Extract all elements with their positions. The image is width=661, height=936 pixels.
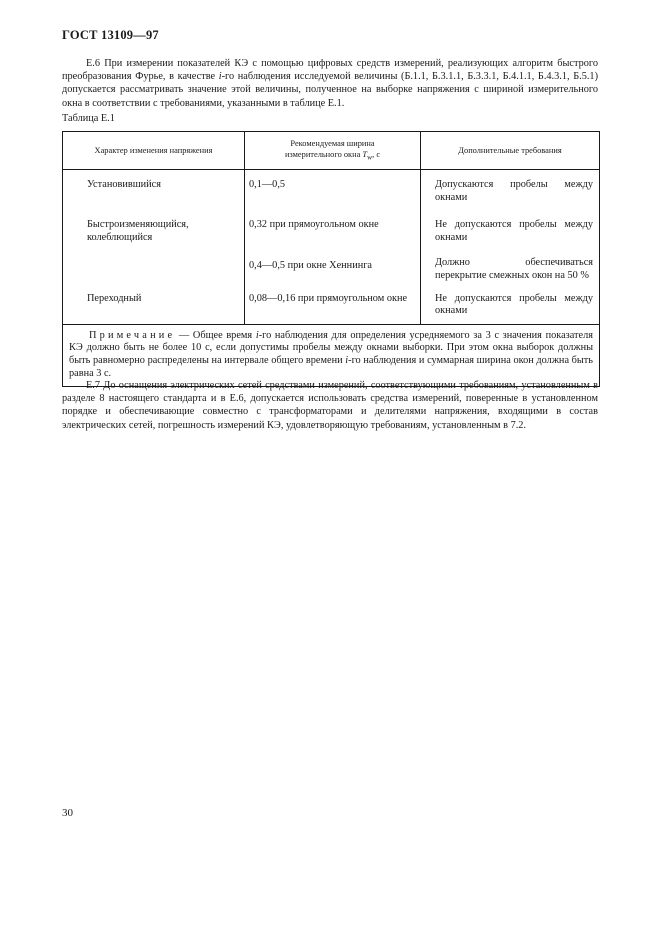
table-row bbox=[63, 283, 600, 325]
cell-requirement bbox=[421, 204, 600, 282]
cell-character: Установившийся bbox=[63, 170, 245, 205]
note-text-part1: -го наблюдения для определения усредняемого за 3 с значения показателя КЭ должно быть не более 10 с, если допустимы пробелы между окнами выборки. При этом окна выборок должны быть равномерно распределены на интервале общего времени bbox=[69, 329, 593, 366]
header-additional-requirements: Дополнительные требования bbox=[421, 132, 600, 170]
table-header-row bbox=[63, 132, 600, 170]
cell-requirement: Допускаются пробелы между окнами bbox=[421, 170, 600, 205]
header-window-width-line1: Рекомендуемая ширина bbox=[290, 138, 375, 148]
header-window-subscript: w bbox=[367, 153, 373, 162]
table-e1 bbox=[62, 131, 600, 387]
table-note bbox=[63, 324, 600, 386]
note-text-part2: -го наблюдения и суммарная ширина окон должна быть равна 3 с. bbox=[69, 354, 594, 379]
table-row bbox=[63, 170, 600, 205]
header-window-symbol: T bbox=[362, 149, 368, 159]
cell-requirement-rect: Не допускаются пробелы между окнами bbox=[435, 219, 593, 243]
paragraph-e6-part1: Е.6 При измерении показателей КЭ с помощью цифровых средств измерений, реализующих алгоритм быстрого преобразования Фурье, в качестве bbox=[62, 58, 598, 83]
paragraph-e7-text: Е.7 До оснащения электрических сетей средствами измерений, соответствующими требованиям, установленным в разделе 8 настоящего стандарта и в Е.6, допускается использовать средства измерений, поверенные в установленном порядке и обеспечивающие совместно с трансформаторами и делителями напряжения, входящими в состав электрических сетей, погрешность измерений КЭ, удовлетворяющую требованиям, установленным в 7.2. bbox=[62, 380, 598, 431]
cell-width-rect: 0,32 при прямоугольном окне bbox=[249, 219, 379, 231]
note-dash: — Общее время bbox=[175, 329, 256, 341]
cell-width: 0,1—0,5 bbox=[245, 170, 421, 205]
table-row bbox=[63, 204, 600, 282]
paragraph-e7 bbox=[62, 379, 598, 432]
italic-i-variable: i bbox=[218, 71, 222, 83]
cell-requirement-hanning: Должно обеспечиваться перекрытие смежных окон на 50 % bbox=[435, 257, 593, 281]
cell-width-hanning: 0,4—0,5 при окне Хеннинга bbox=[249, 259, 373, 271]
cell-width bbox=[245, 204, 421, 282]
note-label: Примечание bbox=[89, 329, 176, 341]
note-i-variable-2: i bbox=[345, 354, 349, 366]
page-number: 30 bbox=[62, 807, 73, 819]
cell-requirement: Не допускаются пробелы между окнами bbox=[421, 283, 600, 325]
header-window-unit: , с bbox=[372, 149, 381, 159]
document-header: ГОСТ 13109—97 bbox=[62, 28, 159, 42]
table-note-row bbox=[63, 324, 600, 386]
paragraph-e6 bbox=[62, 57, 598, 110]
cell-character: Переходный bbox=[63, 283, 245, 325]
cell-character: Быстроизменяющийся, колеблющийся bbox=[63, 204, 245, 282]
note-i-variable: i bbox=[255, 329, 259, 341]
header-window-width-line2: измерительного окна bbox=[284, 149, 363, 159]
cell-width: 0,08—0,16 при прямоугольном окне bbox=[245, 283, 421, 325]
paragraph-e6-part2: -го наблюдения исследуемой величины (Б.1.1, Б.3.1.1, Б.3.3.1, Б.4.1.1, Б.4.3.1, Б.5.1) допускается рассматривать значение этой величины, полученное на выборке напряжения с шириной измерительного окна в соответствии с требованиями, указанными в таблице Е.1. bbox=[62, 71, 598, 109]
table-caption: Таблица Е.1 bbox=[62, 113, 115, 124]
header-voltage-character: Характер изменения напряжения bbox=[63, 132, 245, 170]
header-window-width bbox=[245, 132, 421, 170]
